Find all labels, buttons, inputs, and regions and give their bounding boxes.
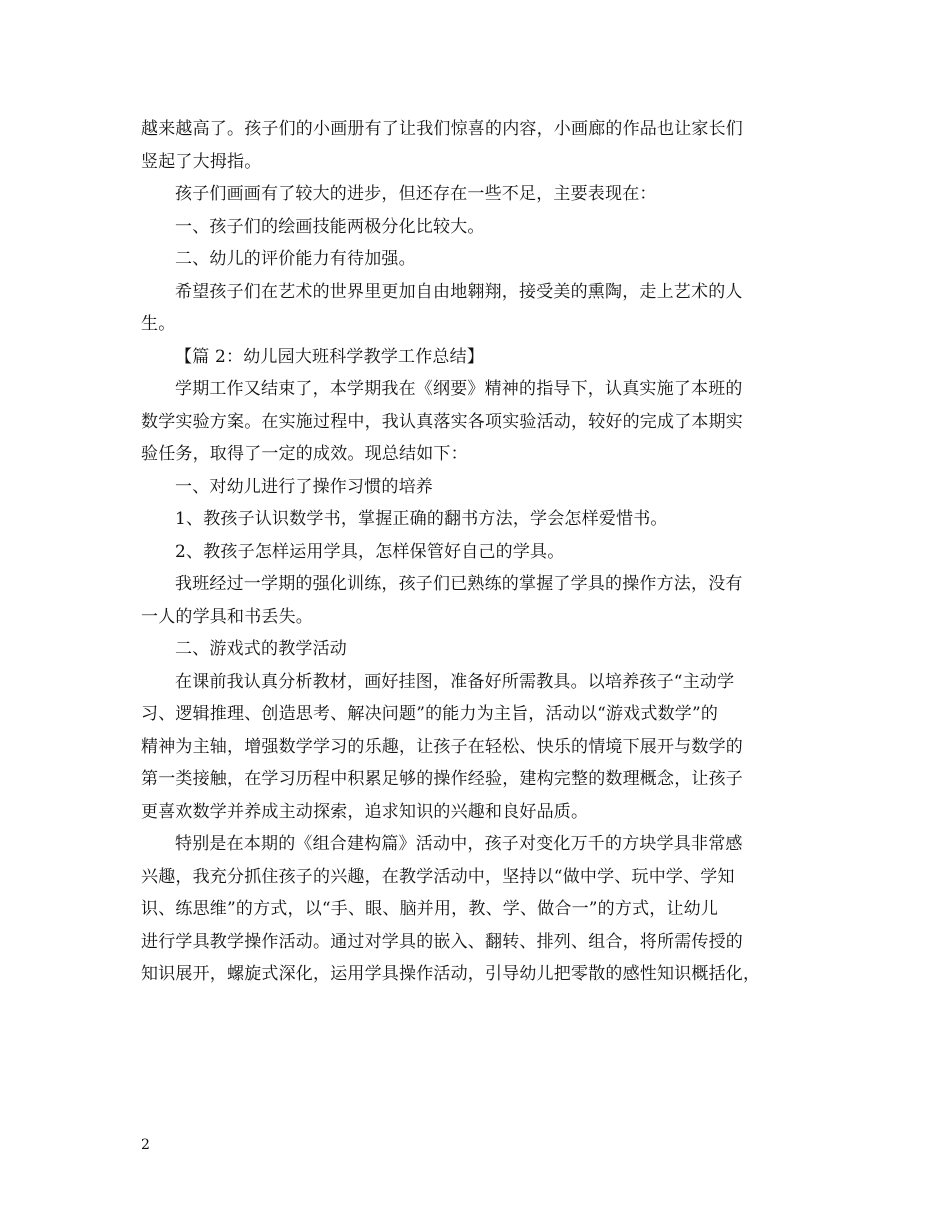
- section-heading: 【篇 2：幼儿园大班科学教学工作总结】: [175, 346, 485, 367]
- document-body: [141, 113, 811, 991]
- text-line: 在课前我认真分析教材，画好挂图，准备好所需教具。以培养孩子“主动学: [175, 671, 735, 692]
- list-item: 一、孩子们的绘画技能两极分化比较大。: [175, 216, 485, 237]
- text-line: 特别是在本期的《组合建构篇》活动中，孩子对变化万千的方块学具非常感: [175, 834, 743, 854]
- list-item: 2、教孩子怎样运用学具，怎样保管好自己的学具。: [175, 541, 565, 562]
- text-line: 生。: [141, 314, 176, 334]
- text-line: 数学实验方案。在实施过程中，我认真落实各项实验活动，较好的完成了本期实: [141, 411, 743, 432]
- text-line: 兴趣，我充分抓住孩子的兴趣，在教学活动中，坚持以“做中学、玩中学、学知: [141, 866, 735, 887]
- text-line: 越来越高了。孩子们的小画册有了让我们惊喜的内容，小画廊的作品也让家长们: [141, 119, 743, 139]
- text-line: 竖起了大拇指。: [141, 151, 262, 172]
- text-line: 知识展开，螺旋式深化，运用学具操作活动，引导幼儿把零散的感性知识概括化，: [141, 964, 761, 984]
- text-line: 孩子们画画有了较大的进步，但还存在一些不足，主要表现在：: [175, 184, 657, 204]
- text-line: 精神为主轴，增强数学学习的乐趣，让孩子在轻松、快乐的情境下展开与数学的: [141, 736, 743, 757]
- text-line: 更喜欢数学并养成主动探索，追求知识的兴趣和良好品质。: [141, 801, 589, 822]
- text-line: 习、逻辑推理、创造思考、解决问题”的能力为主旨，活动以“游戏式数学”的: [141, 704, 719, 724]
- text-line: 进行学具教学操作活动。通过对学具的嵌入、翻转、排列、组合，将所需传授的: [141, 931, 743, 952]
- text-line: 我班经过一学期的强化训练，孩子们已熟练的掌握了学具的操作方法，没有: [175, 574, 743, 594]
- text-line: 识、练思维”的方式，以“手、眼、脑并用，教、学、做合一”的方式，让幼儿: [141, 899, 719, 919]
- text-line: 一人的学具和书丢失。: [141, 606, 313, 627]
- text-line: 学期工作又结束了，本学期我在《纲要》精神的指导下，认真实施了本班的: [175, 379, 743, 399]
- list-item: 1、教孩子认识数学书，掌握正确的翻书方法，学会怎样爱惜书。: [175, 509, 668, 529]
- text-line: 第一类接触，在学习历程中积累足够的操作经验，建构完整的数理概念，让孩子: [141, 769, 743, 789]
- list-item: 二、幼儿的评价能力有待加强。: [175, 249, 416, 269]
- page-number: 2: [141, 1137, 150, 1153]
- subsection-heading: 二、游戏式的教学活动: [175, 639, 347, 659]
- text-line: 希望孩子们在艺术的世界里更加自由地翱翔，接受美的熏陶，走上艺术的人: [175, 281, 743, 302]
- text-line: 验任务，取得了一定的成效。现总结如下：: [141, 444, 468, 464]
- subsection-heading: 一、对幼儿进行了操作习惯的培养: [175, 476, 433, 497]
